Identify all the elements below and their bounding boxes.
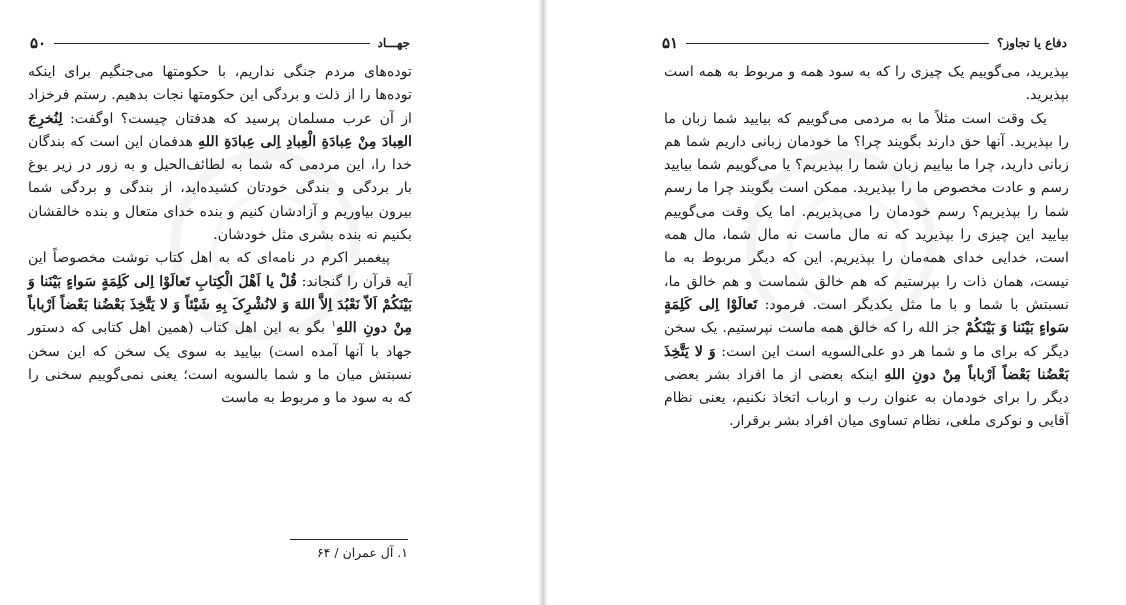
text-run: هدفمان این است که بندگان خدا را، این مردمی که شما به لطائف‌الحیل و به زور در زیر یوغ بار بردگی و بندگی خودتان کشیده‌اید، از بندگی و بردگی شما بیرون بیاوریم و آزادشان کنیم و بنده خدای متعال و بنده خالقشان بکنیم نه بنده بشری مثل خودشان. [28,133,412,244]
footnote-rule [290,539,408,540]
right-page-header [662,33,1067,53]
quran-quote: قُلْ یا اَهْلَ الْکِتابِ تَعالَوْا اِلی کَلِمَةٍ سَواءٍ بَیْنَنا وَ بَیْنَکُمْ اَلاّ نَعْبُدَ اِلاَّ اللهَ وَ لانُشْرِکَ بِهِ شَیْئاً وَ لا یَتَّخِذَ بَعْضُنا بَعْضاً اَرْباباً مِنْ دونِ اللهِ [28,273,413,337]
right-body-text [664,61,1069,434]
text-run: بگو به این اهل کتاب (همین اهل کتابی که دستور جهاد با آنها آمده است) بیایید به سوی یک سخن که این سخن نسبتش میان ما و شما بالسویه است؛ یعنی نمی‌گوییم سخنی را که به سود ما و مربوط به ماست [28,320,412,407]
left-body-text [28,61,412,410]
text-run: جز الله را که خالق همه ماست نپرستیم. یک سخن دیگر که برای ما و شما هر دو علی‌السویه است این است: [664,320,1069,360]
page-number: ۵۰ [30,34,47,52]
left-page-header [30,33,410,53]
paragraph [28,247,412,410]
running-title: دفاع یا تجاوز؟ [997,36,1067,50]
right-page [546,0,1126,605]
text-run: بپذیرید، می‌گوییم یک چیزی را که به سود همه و مربوط به همه است بپذیرید. [664,64,1069,104]
paragraph [28,61,412,247]
text-run: توده‌های مردم جنگی نداریم، با حکومتها می‌جنگیم برای اینکه توده‌ها را از ذلت و بردگی این حکومتها نجات بدهیم. رستم فرخزاد از آن عرب مسلمان پرسید که هدفتان چیست؟ اوگفت: [28,64,412,127]
left-page [0,0,540,605]
text-run: یک وقت است مثلاً ما به مردمی می‌گوییم که بیایید شما زبان ما را بپذیرید. آنها حق دارند بگویند چرا؟ ما خودمان زبانی داریم شما هم زبانی دارید، چرا ما بیاییم زبان شما را بپذیریم؟ یا می‌گوییم شما بیایید رسم و عادت مخصوص ما را بپذیرید. ممکن است بگویند چرا ما رسم شما را بپذیریم؟ رسم خودمان را می‌پذیریم. اما یک وقت می‌گوییم بیایید این چیزی را بپذیرید که نه مال ماست نه مال شما، مال همه است، خدایی خدای همه‌مان را بپذیریم. این که دیگر مربوط به ما نیست، همان ذات را بپرستیم که هم خالق شماست و هم خالق ما، نسبتش با شما و با ما مثل یکدیگر است. فرمود: [664,110,1069,313]
footnote-ref: ۱ [331,319,337,330]
quran-quote: وَ لا یَتَّخِذَ بَعْضُنا بَعْضاً اَرْباباً مِنْ دونِ اللهِ [664,343,1069,383]
header-rule [686,43,989,44]
quran-quote: تَعالَوْا اِلی کَلِمَةٍ سَواءٍ بَیْنَنا وَ بَیْنَکُمْ [664,296,1069,337]
text-run: اینکه بعضی از ما افراد بشر بعضی دیگر را برای خودمان به عنوان رب و ارباب اتخاذ نکنیم، یعنی نظام آقایی و نوکری ملغی، نظام تساوی میان افراد بشر برقرار. [664,366,1069,430]
page-number: ۵۱ [662,34,679,52]
footnote: ۱. آل عمران / ۶۴ [316,545,408,560]
paragraph [664,61,1069,108]
quran-quote: لِنُخرِجَ العِبادَ مِنْ عِبادَةِ الْعِبادِ اِلی عِبادَةِ اللهِ [28,110,412,150]
paragraph [664,108,1069,434]
running-title: جهـــاد [377,36,410,50]
text-run: پیغمبر اکرم در نامه‌ای که به اهل کتاب نوشت مخصوصاً این آیه قرآن را گنجاند: [28,250,412,290]
header-rule [54,43,369,44]
